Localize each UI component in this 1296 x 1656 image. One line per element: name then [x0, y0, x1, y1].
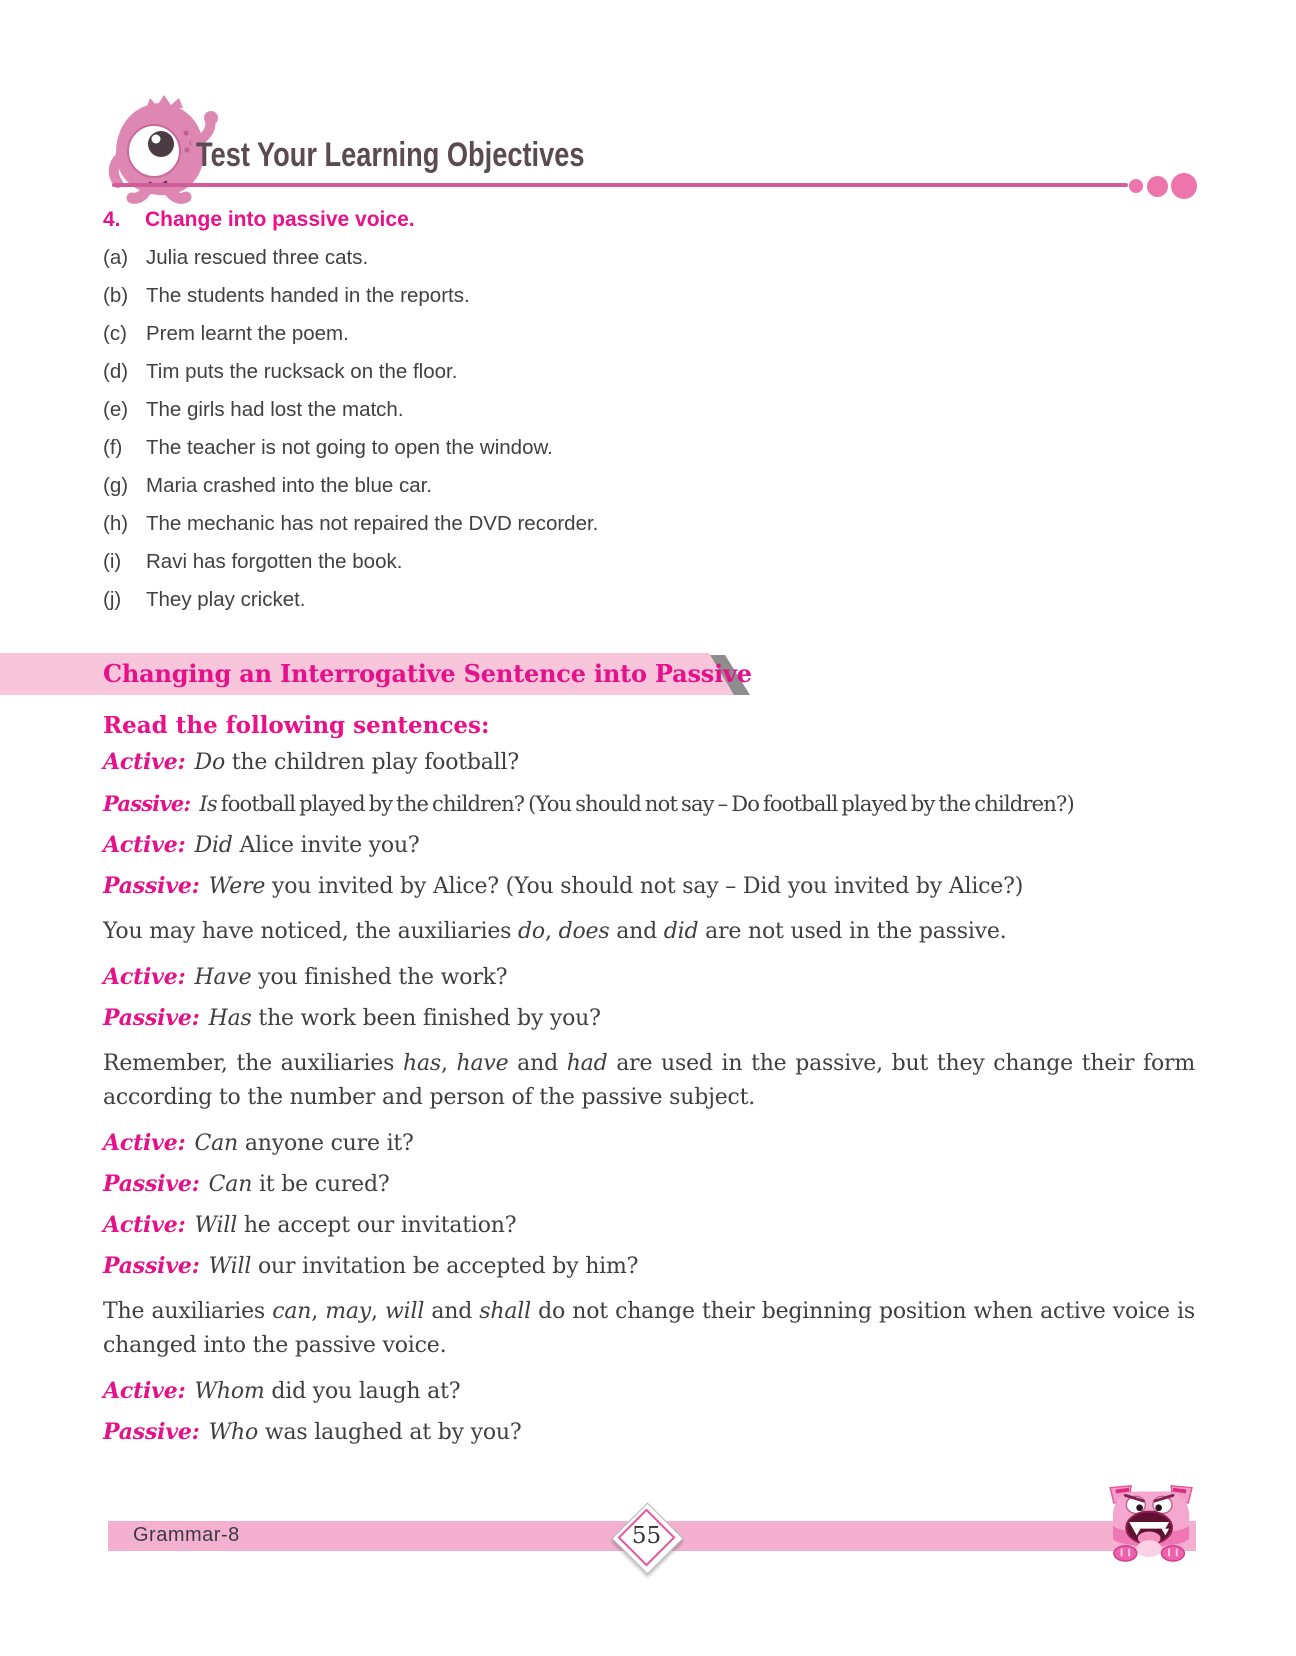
voice-label: Active: [103, 1212, 186, 1238]
exercise-item [103, 472, 1203, 500]
exercise-item [103, 244, 1203, 272]
item-text: The mechanic has not repaired the DVD recorder. [146, 512, 599, 535]
voice-label: Active: [103, 1378, 186, 1404]
item-text: Tim puts the rucksack on the floor. [146, 360, 458, 383]
item-text: Maria crashed into the blue car. [146, 474, 433, 497]
item-label: (i) [103, 550, 122, 573]
voice-label: Passive: [103, 1253, 200, 1279]
dialogue [103, 748, 1195, 1459]
footer-book-title: Grammar-8 [133, 1524, 240, 1546]
item-label: (j) [103, 588, 122, 611]
voice-label: Passive: [103, 1419, 200, 1445]
example-line: Passive: Were you invited by Alice? (You should not say – Did you invited by Alice?) [103, 873, 1024, 899]
header-dot-medium [1147, 176, 1168, 197]
exercise-item [103, 320, 1203, 348]
page-title: Test Your Learning Objectives [196, 136, 585, 174]
header-dot-small [1129, 179, 1143, 193]
exercise-heading [103, 206, 1203, 234]
exercise-item [103, 282, 1203, 310]
voice-label: Passive: [103, 1005, 200, 1031]
item-label: (e) [103, 398, 129, 421]
example-line: Passive: Can it be cured? [103, 1171, 390, 1197]
section-banner [0, 653, 770, 695]
voice-label: Active: [103, 832, 186, 858]
header-rule [112, 183, 1128, 187]
voice-label: Passive: [103, 1171, 200, 1197]
example-line: Active: Do the children play football? [103, 749, 519, 775]
exercise-number: 4. [103, 208, 121, 231]
exercise-items [103, 244, 1203, 614]
exercise-title: Change into passive voice. [145, 208, 415, 231]
item-text: Ravi has forgotten the book. [146, 550, 403, 573]
item-text: Julia rescued three cats. [146, 246, 369, 269]
item-label: (g) [103, 474, 129, 497]
voice-label: Passive: [103, 791, 191, 816]
note-paragraph: Remember, the auxiliaries has, have and had are used in the passive, but they change their form according to the number and person of the passive subject. [103, 1051, 1195, 1110]
read-instruction: Read the following sentences: [103, 712, 490, 739]
example-line: Active: Can anyone cure it? [103, 1130, 414, 1156]
note-paragraph: The auxiliaries can, may, will and shall do not change their beginning position when active voice is changed into the passive voice. [103, 1299, 1195, 1358]
exercise-item [103, 396, 1203, 424]
voice-label: Active: [103, 1130, 186, 1156]
exercise-item [103, 586, 1203, 614]
example-line: Passive: Will our invitation be accepted by him? [103, 1253, 639, 1279]
example-line: Active: Did Alice invite you? [103, 832, 420, 858]
item-label: (a) [103, 246, 129, 269]
example-line: Passive: Who was laughed at by you? [103, 1419, 522, 1445]
example-line: Passive: Has the work been finished by you? [103, 1005, 601, 1031]
item-label: (f) [103, 436, 123, 459]
item-text: The students handed in the reports. [146, 284, 470, 307]
example-line: Active: Will he accept our invitation? [103, 1212, 517, 1238]
item-text: They play cricket. [146, 588, 306, 611]
exercise-section [103, 206, 1203, 624]
page-number: 55 [631, 1523, 662, 1549]
section-banner-title: Changing an Interrogative Sentence into Passive [103, 659, 752, 688]
item-label: (d) [103, 360, 129, 383]
item-text: The teacher is not going to open the window. [146, 436, 553, 459]
item-label: (c) [103, 322, 127, 345]
item-text: Prem learnt the poem. [146, 322, 349, 345]
bulldog-mascot-icon [1104, 1482, 1200, 1562]
example-line: Active: Whom did you laugh at? [103, 1378, 461, 1404]
item-label: (h) [103, 512, 129, 535]
exercise-item [103, 434, 1203, 462]
voice-label: Active: [103, 964, 186, 990]
header-dot-large [1171, 173, 1197, 199]
exercise-item [103, 548, 1203, 576]
exercise-item [103, 358, 1203, 386]
note-paragraph: You may have noticed, the auxiliaries do, does and did are not used in the passive. [103, 919, 1007, 944]
item-label: (b) [103, 284, 129, 307]
voice-label: Passive: [103, 873, 200, 899]
exercise-item [103, 510, 1203, 538]
example-line: Active: Have you finished the work? [103, 964, 508, 990]
voice-label: Active: [103, 749, 186, 775]
example-line: Passive: Is football played by the children? (You should not say – Do football played by the children?) [103, 791, 1074, 816]
item-text: The girls had lost the match. [146, 398, 404, 421]
